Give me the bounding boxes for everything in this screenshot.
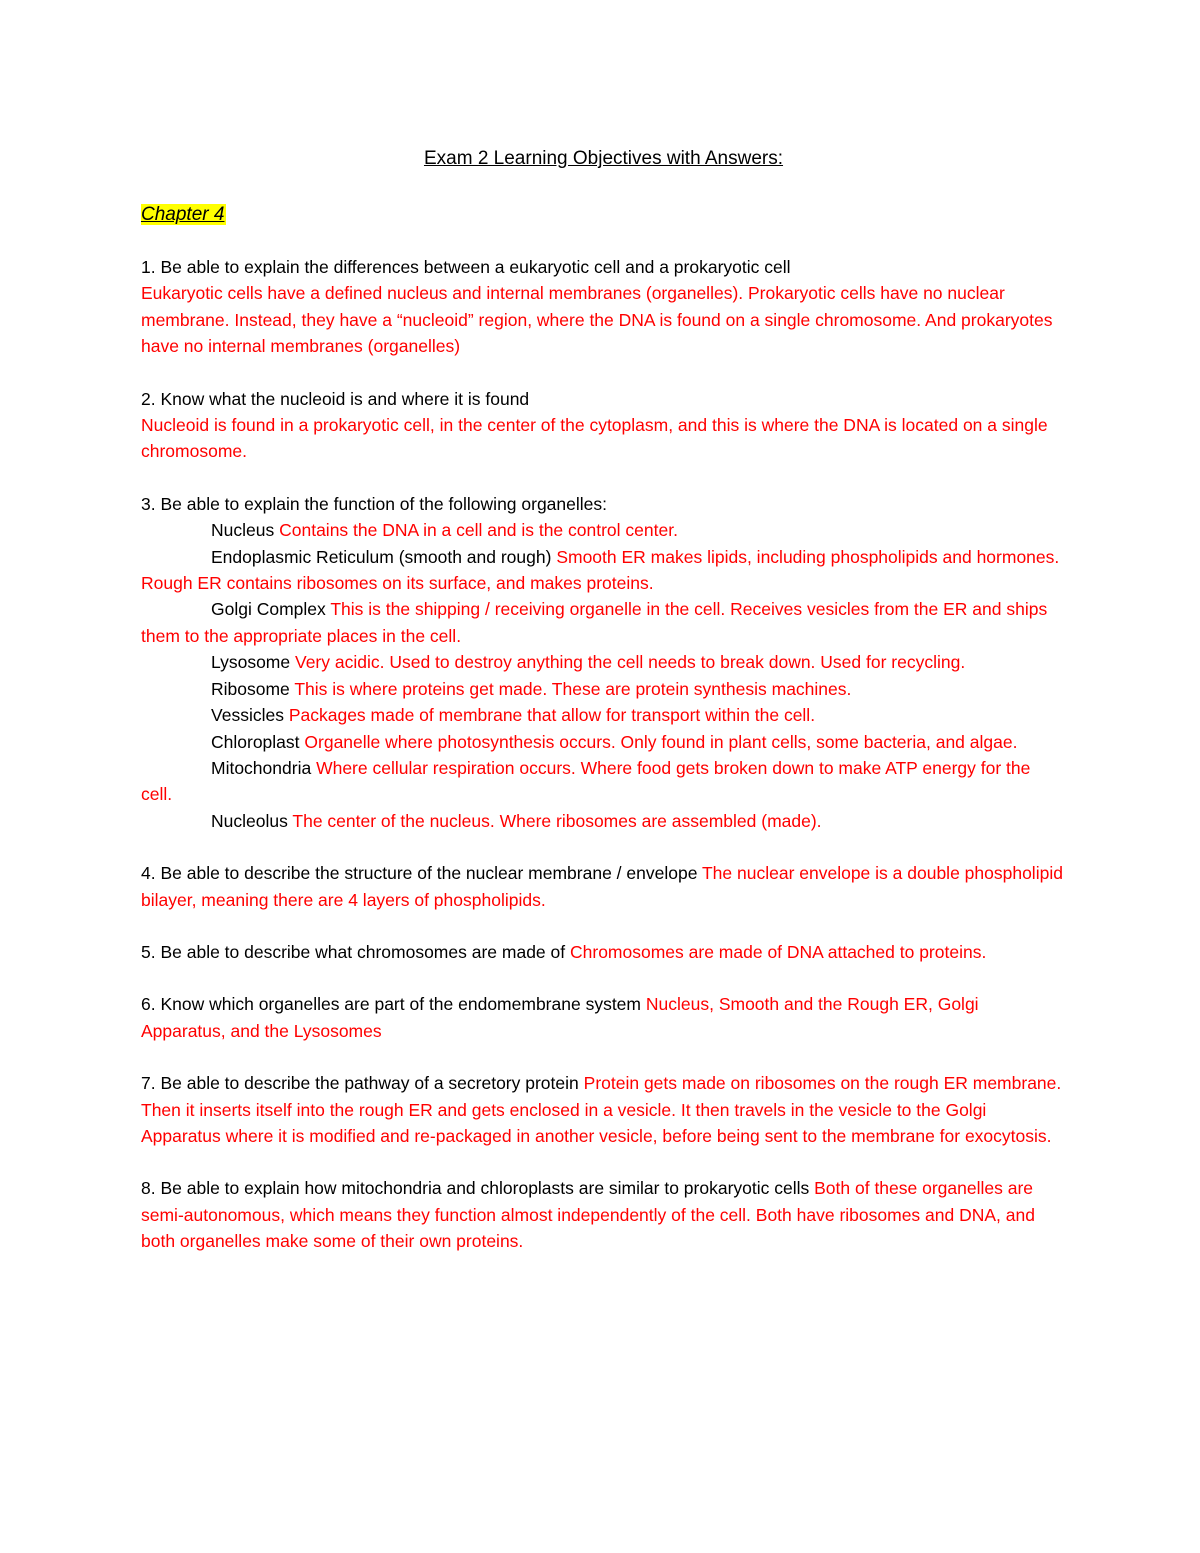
organelle-name: Lysosome (211, 652, 291, 673)
objective-answer: Nucleus, Smooth and the Rough ER, Golgi Apparatus, and the Lysosomes (141, 994, 979, 1041)
organelle-name: Endoplasmic Reticulum (smooth and rough) (211, 546, 552, 567)
objective-answer: Chromosomes are made of DNA attached to proteins. (570, 941, 987, 962)
objective-answer: Both of these organelles are semi-autonomous, which means they function almost independently of the cell. Both have ribosomes and DNA, and both organelles make some of their own proteins. (141, 1178, 1035, 1252)
objective-6 (141, 991, 1066, 1044)
organelle-name: Nucleus (211, 520, 275, 541)
objective-question: 8. Be able to explain how mitochondria and chloroplasts are similar to prokaryotic cells (141, 1178, 810, 1199)
organelle-nucleus (141, 517, 1066, 543)
document-page (141, 141, 1066, 1255)
organelle-name: Ribosome (211, 678, 290, 699)
objective-question: 2. Know what the nucleoid is and where it is found (141, 388, 530, 409)
organelle-answer: Contains the DNA in a cell and is the control center. (279, 520, 678, 541)
objective-3 (141, 491, 1066, 834)
organelle-answer: Smooth ER makes lipids, including phospholipids and hormones. (556, 546, 1060, 567)
organelle-er (141, 544, 1066, 570)
objective-2 (141, 386, 1066, 465)
organelle-answer: The center of the nucleus. Where ribosomes are assembled (made). (292, 810, 822, 831)
objective-text (141, 1070, 1066, 1149)
objective-question: 7. Be able to describe the pathway of a secretory protein (141, 1073, 579, 1094)
organelle-vesicles (141, 702, 1066, 728)
organelle-name: Chloroplast (211, 731, 300, 752)
objective-question: 6. Know which organelles are part of the endomembrane system (141, 994, 641, 1015)
objective-text (141, 991, 1066, 1044)
objective-7 (141, 1070, 1066, 1149)
organelle-ribosome (141, 676, 1066, 702)
organelle-name: Golgi Complex (211, 599, 326, 620)
objective-1 (141, 254, 1066, 360)
organelle-answer-rough-er: Rough ER contains ribosomes on its surface, and makes proteins. (141, 573, 654, 594)
objective-text (141, 939, 1066, 965)
organelle-chloroplast (141, 729, 1066, 755)
organelle-answer: Organelle where photosynthesis occurs. Only found in plant cells, some bacteria, and algae. (304, 731, 1018, 752)
organelle-golgi (141, 596, 1066, 649)
objective-5 (141, 939, 1066, 965)
organelle-answer: This is where proteins get made. These are protein synthesis machines. (294, 678, 852, 699)
chapter-label: Chapter 4 (141, 204, 225, 225)
organelle-answer: This is the shipping / receiving organelle in the cell. Receives vesicles from the ER and ships them to the appropriate places in the cell. (141, 599, 1048, 646)
objective-text (141, 1175, 1066, 1254)
organelle-answer: Where cellular respiration occurs. Where food gets broken down to make ATP energy for the cell. (141, 757, 1031, 805)
objective-4 (141, 860, 1066, 913)
document-title: Exam 2 Learning Objectives with Answers: (423, 148, 784, 169)
objective-8 (141, 1175, 1066, 1254)
chapter-heading (141, 200, 1066, 228)
objective-answer: Protein gets made on ribosomes on the rough ER membrane. Then it inserts itself into the rough ER and gets enclosed in a vesicle. It then travels in the vesicle to the Golgi Apparatus where it is modified and re-packaged in another vesicle, before being sent to the membrane for exocytosis. (141, 1073, 1062, 1146)
objective-question: 3. Be able to explain the function of the following organelles: (141, 493, 608, 514)
organelle-name: Nucleolus (211, 810, 288, 831)
organelle-name: Vessicles (211, 705, 284, 726)
objective-answer: Nucleoid is found in a prokaryotic cell, in the center of the cytoplasm, and this is where the DNA is located on a single chromosome. (141, 415, 1048, 462)
organelle-answer: Packages made of membrane that allow for transport within the cell. (288, 705, 816, 726)
objective-answer: Eukaryotic cells have a defined nucleus and internal membranes (organelles). Prokaryotic cells have no nuclear membrane. Instead, they have a “nucleoid” region, where the DNA is found on a single chromosome. And prokaryotes have no internal membranes (organelles) (141, 283, 1053, 357)
organelle-name: Mitochondria (211, 757, 312, 778)
objective-question: 4. Be able to describe the structure of the nuclear membrane / envelope (141, 863, 698, 884)
organelle-mitochondria (141, 755, 1066, 808)
organelle-nucleolus (141, 808, 1066, 834)
objective-answer: The nuclear envelope is a double phospholipid bilayer, meaning there are 4 layers of phospholipids. (141, 863, 1063, 910)
objective-text (141, 860, 1066, 913)
organelle-lysosome (141, 649, 1066, 675)
objective-question: 5. Be able to describe what chromosomes are made of (141, 941, 566, 962)
objective-question: 1. Be able to explain the differences between a eukaryotic cell and a prokaryotic cell (141, 257, 791, 277)
organelle-answer: Very acidic. Used to destroy anything the cell needs to break down. Used for recycling. (294, 652, 966, 673)
